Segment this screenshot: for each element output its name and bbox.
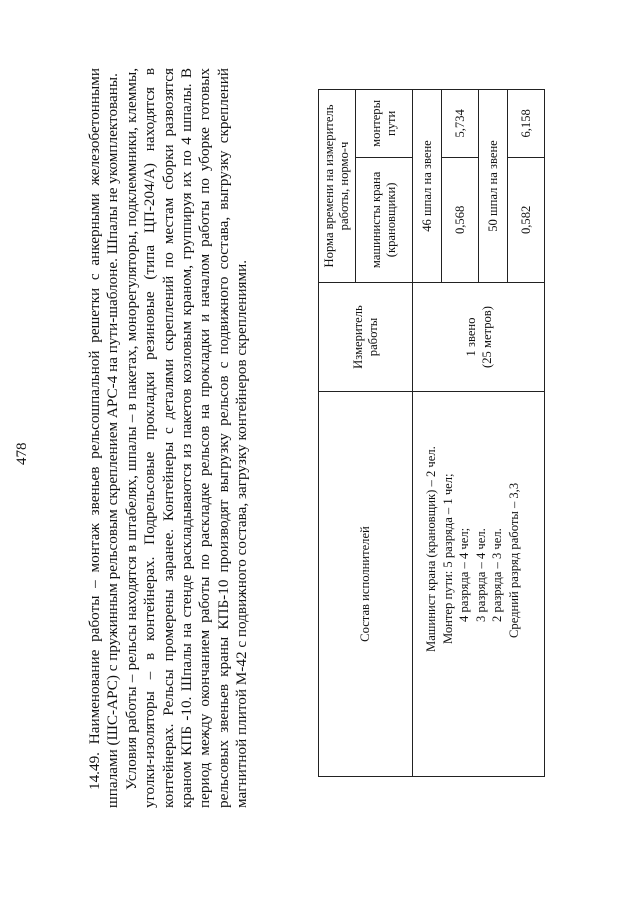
header-track-workers: монтеры пути xyxy=(356,90,413,158)
staff-line: 2 разряда – 3 чел. xyxy=(490,528,504,622)
header-meter: Измеритель работы xyxy=(319,283,413,392)
table-header-row xyxy=(319,90,356,777)
staff-line: Средний разряд работы – 3,3 xyxy=(506,482,521,638)
staff-line: 3 разряда – 4 чел. xyxy=(473,528,488,622)
header-staff: Состав исполнителей xyxy=(319,392,413,777)
staff-line: Машинист крана (крановщик) – 2 чел. xyxy=(424,446,438,652)
staff-line: Монтер пути: 5 разряда – 1 чел; xyxy=(440,473,455,644)
value-track-50: 6,158 xyxy=(508,90,545,158)
header-crane-operators: машинисты крана (крановщики) xyxy=(356,157,413,282)
staff-line: 4 разряда – 4 чел; xyxy=(457,527,471,622)
header-norm: Норма времени на измеритель работы, нормо-ч xyxy=(319,90,356,283)
table-row xyxy=(413,90,442,777)
group-label-50: 50 шпал на звене xyxy=(479,90,508,283)
page-number: 478 xyxy=(14,442,30,465)
paragraph-work-conditions: Условия работы – рельсы находятся в штабелях, шпалы – в пакетах, монорегуляторы, подклеммники, клеммы, уголки-изоляторы – в контейнерах. Подрельсовые прокладки резиновые (типа ЦП-204/А) находятся в контейнерах. Рельсы промерены заранее. Контейнеры с деталями скреплений по местам сборки развозятся краном КПБ -10. Шпалы на стенде раскладываются из пакетов козловым краном, группируя их по 4 шпалы. В период между окончанием работы по раскладке рельсов на прокладки и началом работы по уборке готовых рельсовых звеньев краны КПБ-10 производят выгрузку рельсов с подвижного состава, выгрузку скреплений магнитной плитой М-42 с подвижного состава, загрузку контейнеров скреплениями. xyxy=(122,68,251,808)
value-crane-46: 0,568 xyxy=(442,157,479,282)
paragraph-work-title: 14.49. Наименование работы – монтаж звеньев рельсошпальной решетки с анкерными железобетонными шпалами (ШС-АРС) с пружинным рельсовым скреплением АРС-4 на пути-шаблоне. Шпалы не укомплектованы. xyxy=(86,68,122,808)
meter-line: (25 метров) xyxy=(479,306,494,368)
value-track-46: 5,734 xyxy=(442,90,479,158)
value-crane-50: 0,582 xyxy=(508,157,545,282)
meter-cell xyxy=(413,283,545,392)
body-text xyxy=(86,68,252,808)
meter-line: 1 звено xyxy=(463,317,478,357)
group-label-46: 46 шпал на звене xyxy=(413,90,442,283)
staff-composition-cell xyxy=(413,392,545,777)
norms-table xyxy=(318,89,545,777)
